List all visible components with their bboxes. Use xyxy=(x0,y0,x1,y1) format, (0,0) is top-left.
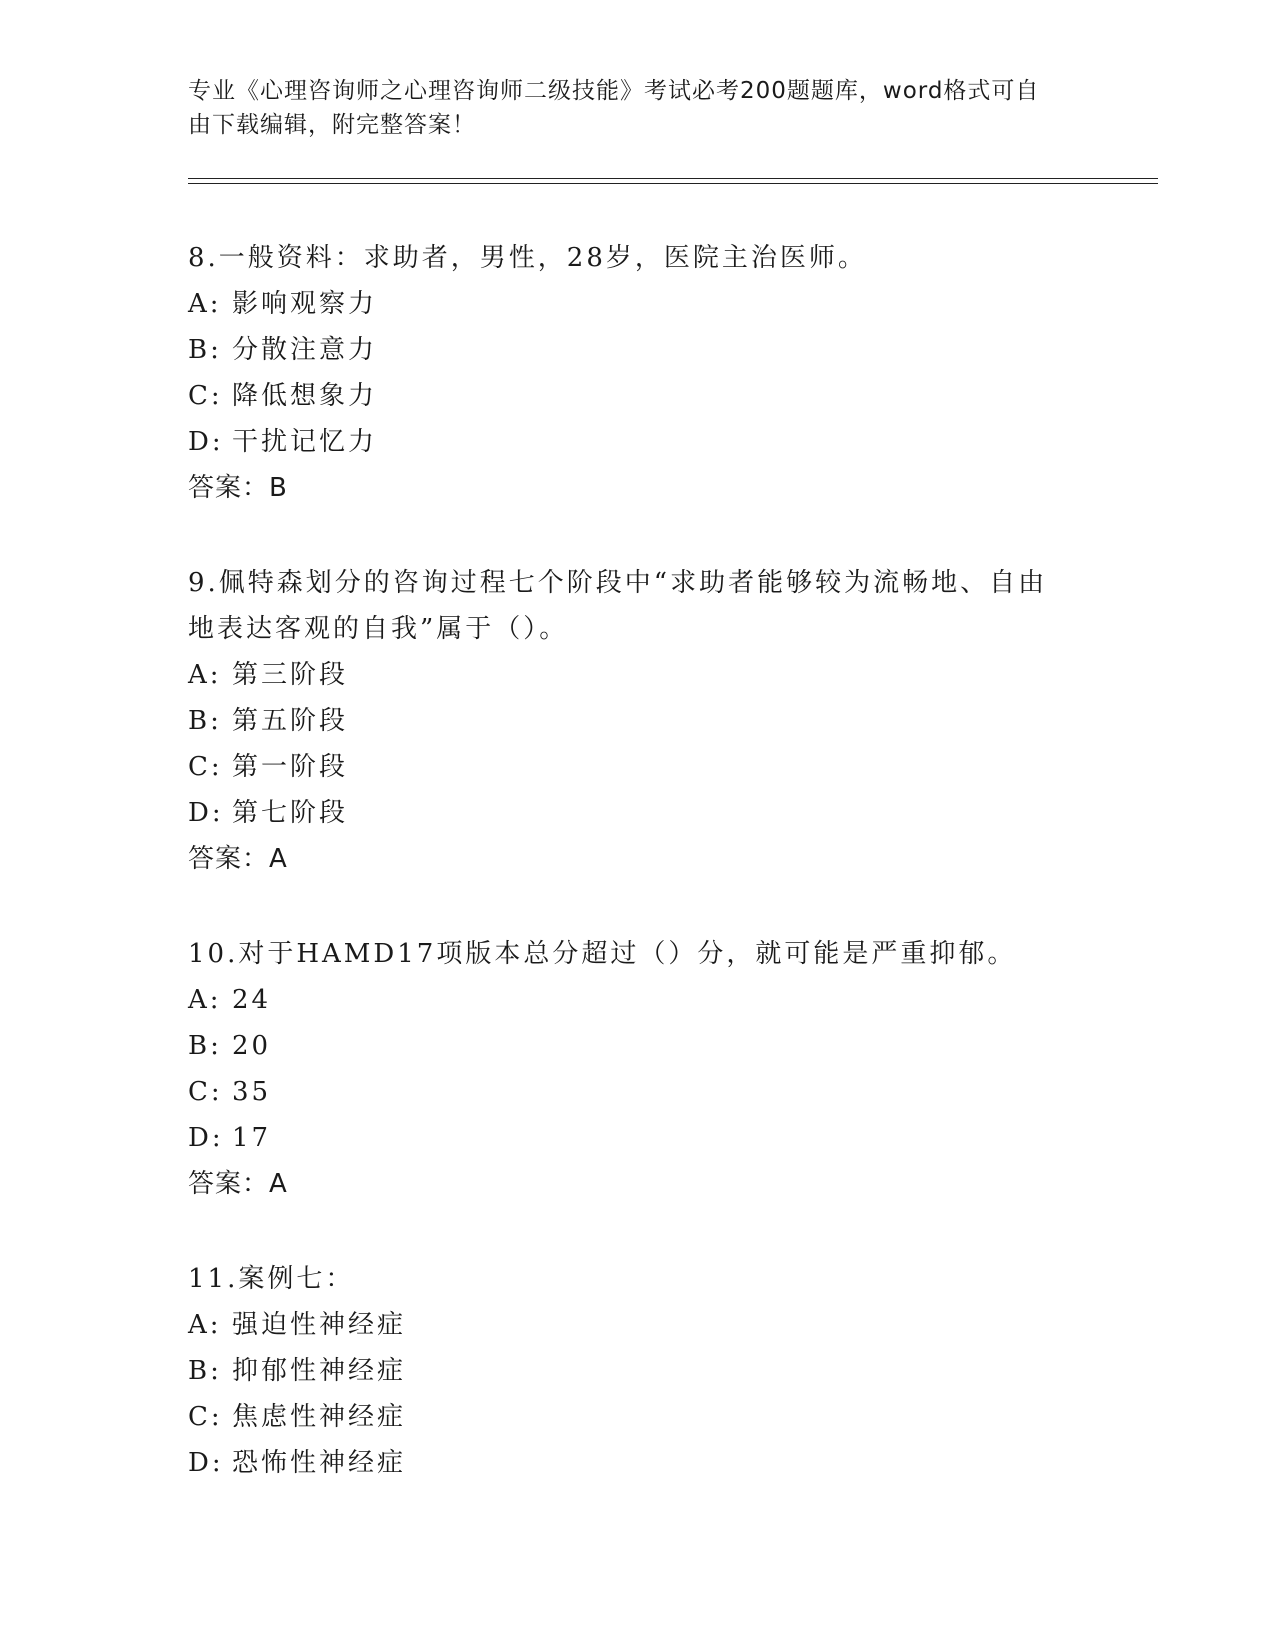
question-block xyxy=(188,931,1088,1207)
option-text: 恐怖性神经症 xyxy=(232,1448,407,1478)
option-text: 强迫性神经症 xyxy=(232,1310,407,1340)
document-header xyxy=(188,74,1068,142)
option-letter: A: xyxy=(188,1310,222,1340)
question-block xyxy=(188,560,1088,882)
answer-option xyxy=(188,1348,1088,1394)
answer-option xyxy=(188,1023,1088,1069)
option-letter: B: xyxy=(188,1356,222,1386)
header-divider-top xyxy=(188,178,1158,179)
option-letter: B: xyxy=(188,335,222,365)
option-text: 影响观察力 xyxy=(232,289,378,319)
option-text: 20 xyxy=(232,1031,272,1061)
question-stem: 10.对于HAMD17项版本总分超过（）分，就可能是严重抑郁。 xyxy=(188,939,1017,969)
answer-option xyxy=(188,977,1088,1023)
question-block xyxy=(188,1256,1088,1486)
answer-option xyxy=(188,744,1088,790)
question-stem: 8.一般资料：求助者，男性，28岁，医院主治医师。 xyxy=(188,243,867,273)
option-letter: C: xyxy=(188,1402,223,1432)
option-letter: D: xyxy=(188,1123,224,1153)
option-text: 第七阶段 xyxy=(232,798,349,828)
header-divider-bottom xyxy=(188,183,1158,184)
answer-key: 答案：A xyxy=(188,844,288,874)
option-letter: A: xyxy=(188,985,222,1015)
answer-option xyxy=(188,1394,1088,1440)
option-text: 抑郁性神经症 xyxy=(232,1356,407,1386)
answer-key: 答案：A xyxy=(188,1169,288,1199)
option-letter: A: xyxy=(188,660,222,690)
answer-option xyxy=(188,327,1088,373)
question-block xyxy=(188,235,1088,511)
answer-option xyxy=(188,1302,1088,1348)
option-letter: C: xyxy=(188,752,223,782)
option-text: 第三阶段 xyxy=(232,660,349,690)
option-text: 第一阶段 xyxy=(232,752,349,782)
question-stem: 11.案例七： xyxy=(188,1264,355,1294)
header-line-2: 由下载编辑，附完整答案！ xyxy=(188,112,476,138)
option-letter: C: xyxy=(188,1077,223,1107)
option-letter: D: xyxy=(188,1448,224,1478)
option-letter: D: xyxy=(188,427,224,457)
answer-option xyxy=(188,1440,1088,1486)
answer-key: 答案：B xyxy=(188,473,288,503)
option-letter: D: xyxy=(188,798,224,828)
answer-option xyxy=(188,652,1088,698)
answer-option xyxy=(188,419,1088,465)
answer-option xyxy=(188,373,1088,419)
option-letter: C: xyxy=(188,381,223,411)
answer-option xyxy=(188,281,1088,327)
option-text: 第五阶段 xyxy=(232,706,349,736)
option-letter: B: xyxy=(188,706,222,736)
answer-option xyxy=(188,1115,1088,1161)
option-text: 降低想象力 xyxy=(232,381,378,411)
answer-option xyxy=(188,790,1088,836)
option-text: 24 xyxy=(232,985,272,1015)
option-letter: B: xyxy=(188,1031,222,1061)
option-text: 焦虑性神经症 xyxy=(232,1402,407,1432)
question-stem: 地表达客观的自我”属于（）。 xyxy=(188,614,569,644)
option-text: 干扰记忆力 xyxy=(232,427,378,457)
question-list xyxy=(188,235,1088,1535)
answer-option xyxy=(188,698,1088,744)
option-letter: A: xyxy=(188,289,222,319)
header-line-1: 专业《心理咨询师之心理咨询师二级技能》考试必考200题题库，word格式可自 xyxy=(188,78,1040,104)
option-text: 分散注意力 xyxy=(232,335,378,365)
answer-option xyxy=(188,1069,1088,1115)
option-text: 17 xyxy=(232,1123,272,1153)
question-stem: 9.佩特森划分的咨询过程七个阶段中“求助者能够较为流畅地、自由 xyxy=(188,568,1048,598)
option-text: 35 xyxy=(232,1077,272,1107)
